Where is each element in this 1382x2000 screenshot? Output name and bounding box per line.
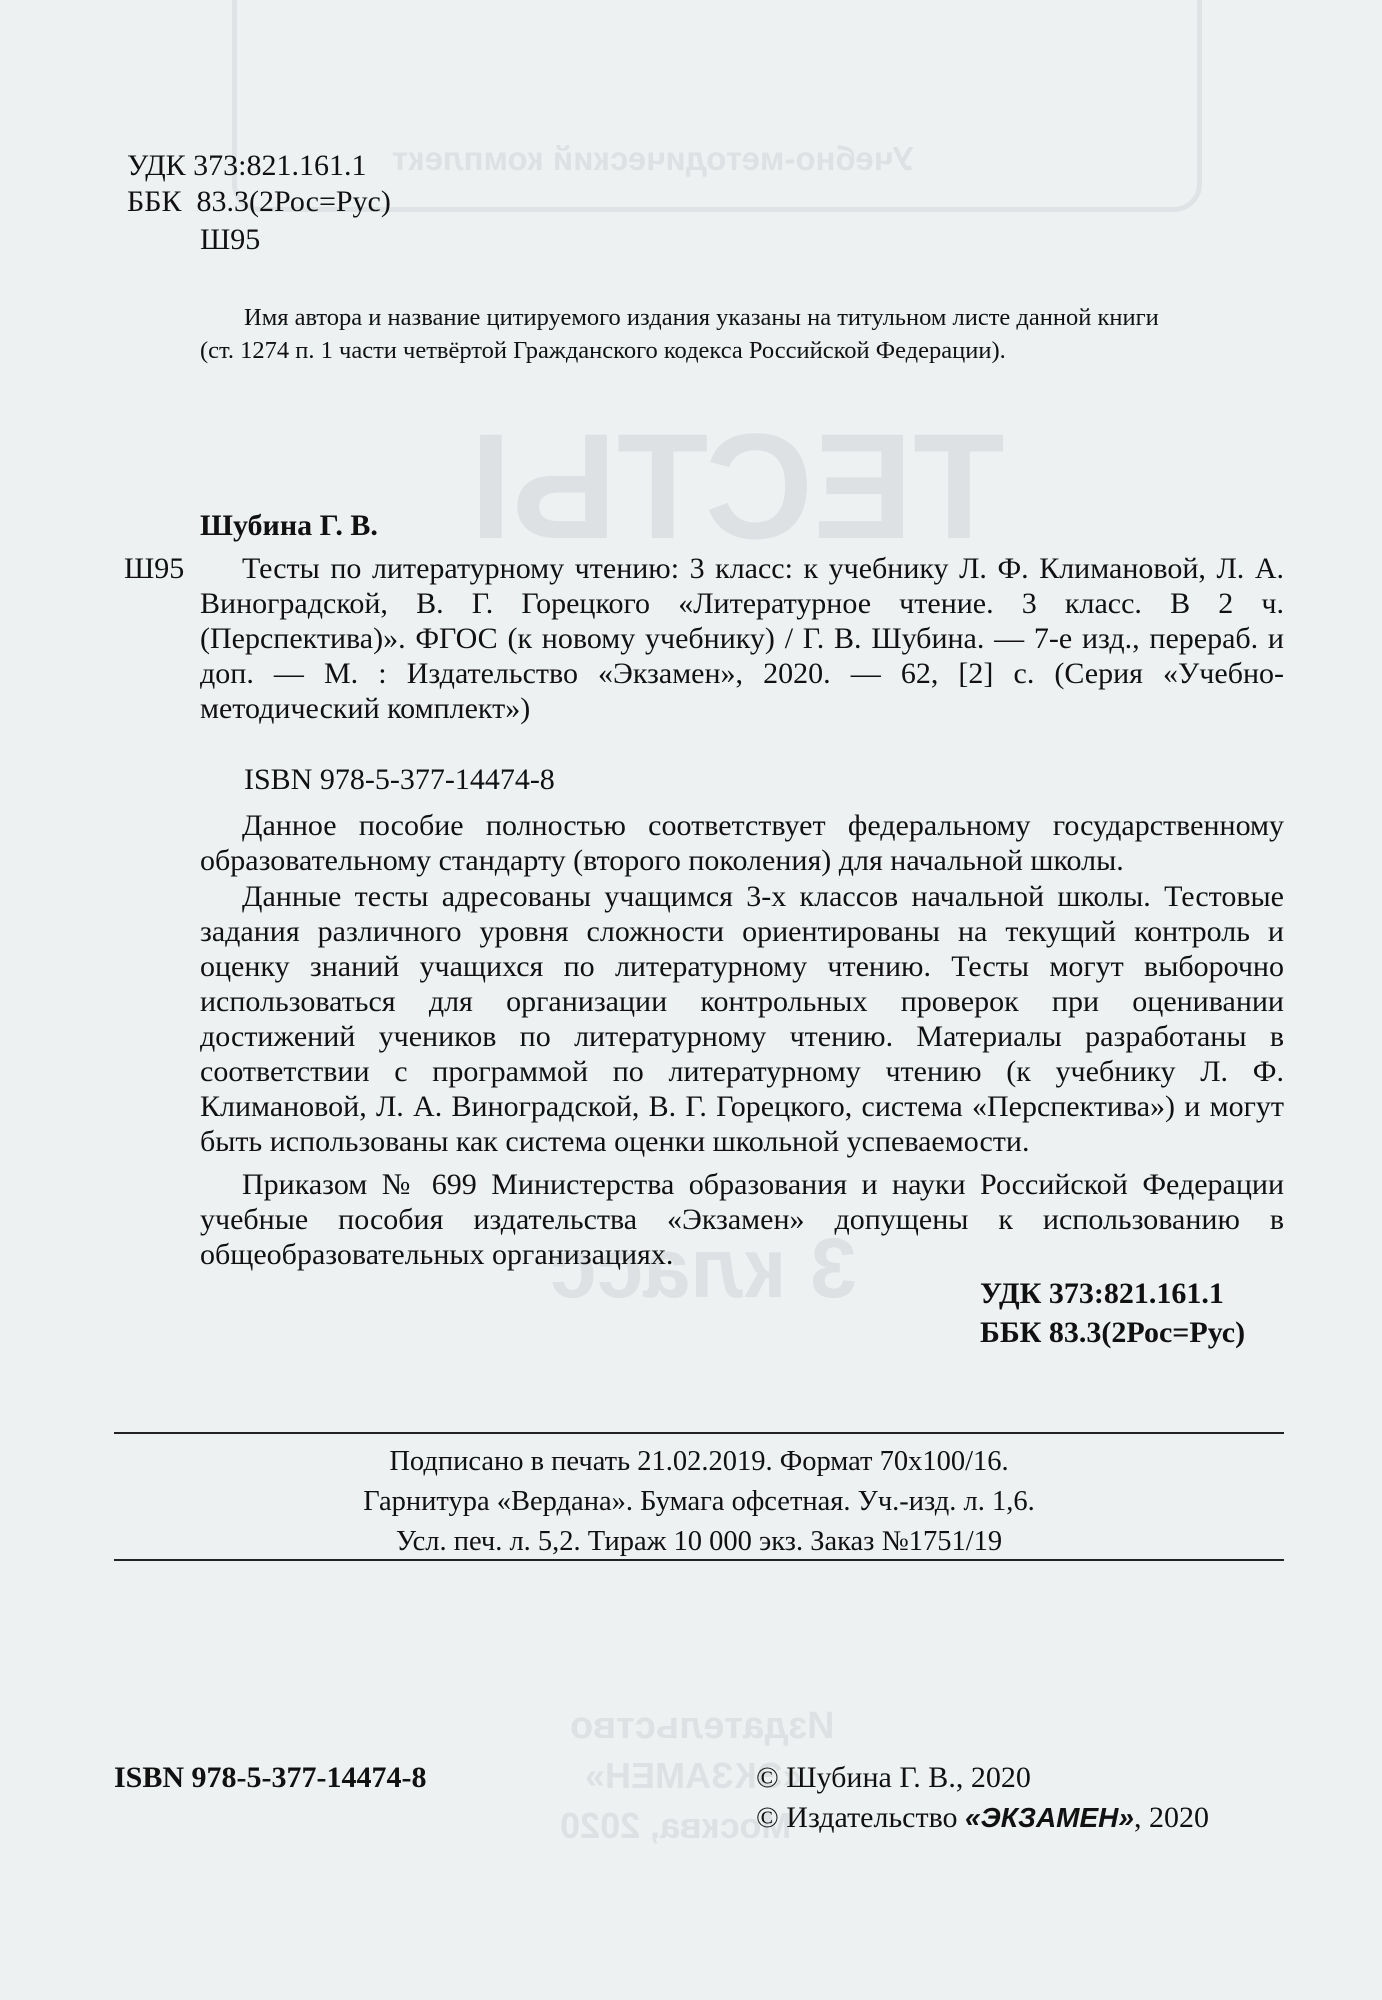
copyright-publisher-prefix: © Издательство xyxy=(756,1801,966,1834)
publisher-brand: «ЭКЗАМЕН» xyxy=(965,1802,1134,1833)
ghost-city-year: Москва, 2020 xyxy=(560,1805,792,1846)
copyright-author: © Шубина Г. В., 2020 xyxy=(756,1761,1031,1794)
annotation-paragraph-3: Приказом № 699 Министерства образования и науки Российской Федерации учебные пособия издательства «Экзамен» допущены к использованию в общеобразовательных организациях. xyxy=(200,1168,1284,1271)
bbk-code-bold: ББК 83.3(2Рос=Рус) xyxy=(980,1316,1246,1349)
imprint-line-1: Подписано в печать 21.02.2019. Формат 70x100/16. xyxy=(389,1446,1009,1477)
ghost-title: ТЕСТЫ xyxy=(470,402,1005,570)
footer-isbn: ISBN 978-5-377-14474-8 xyxy=(114,1761,427,1794)
bibliography-isbn: ISBN 978-5-377-14474-8 xyxy=(244,763,555,796)
bbk-code: ББК 83.3(2Рос=Рус) xyxy=(127,185,391,218)
annotation-paragraph-1: Данное пособие полностью соответствует федеральному государственному образовательному стандарту (второго поколения) для начальной школы. xyxy=(200,809,1284,877)
imprint-rule-top xyxy=(114,1432,1284,1434)
copyright-publisher xyxy=(756,1801,1209,1835)
bibliography-mark: Ш95 xyxy=(124,552,185,585)
copyright-note-line1: Имя автора и название цитируемого издания указаны на титульном листе данной книги xyxy=(244,304,1159,331)
author-mark: Ш95 xyxy=(200,223,261,256)
imprint-rule-bottom xyxy=(114,1559,1284,1561)
ghost-grade: 3 класс xyxy=(550,1221,857,1315)
bibliographic-description: Тесты по литературному чтению: 3 класс: к учебнику Л. Ф. Климановой, Л. А. Виноградской, В. Г. Горецкого «Литературное чтение. 3 класс. В 2 ч. (Перспектива)». ФГОС (к новому учебнику) / Г. В. Шубина. — 7-е изд., перераб. и доп. — М. : Издательство «Экзамен», 2020. — 62, [2] с. (Серия «Учебно-методический комплект») xyxy=(200,552,1284,725)
ghost-series-line: Учебно-методический комплект xyxy=(392,140,914,177)
annotation-paragraph-2: Данные тесты адресованы учащимся 3-х классов начальной школы. Тестовые задания различного уровня сложности ориентированы на текущий контроль и оценку знаний учащихся по литературному чтению. Тесты могут выборочно использоваться для организации контрольных проверок при оценивании достижений учеников по литературному чтению. Материалы разработаны в соответствии с программой по литературному чтению (к учебнику Л. Ф. Климановой, Л. А. Виноградской, В. Г. Горецкого, система «Перспектива») и могут быть использованы как система оценки школьной успеваемости. xyxy=(200,880,1284,1158)
imprint-line-3: Усл. печ. л. 5,2. Тираж 10 000 экз. Заказ №1751/19 xyxy=(395,1526,1003,1557)
imprint-line-2: Гарнитура «Вердана». Бумага офсетная. Уч.-изд. л. 1,6. xyxy=(363,1486,1035,1517)
udk-code: УДК 373:821.161.1 xyxy=(127,149,367,182)
ghost-frame xyxy=(232,0,1202,212)
copyright-publisher-suffix: , 2020 xyxy=(1133,1801,1209,1834)
ghost-publisher-name: «ЭКЗАМЕН» xyxy=(585,1755,803,1796)
udk-code-bold: УДК 373:821.161.1 xyxy=(980,1277,1224,1310)
ghost-publisher: Издательство xyxy=(570,1705,835,1747)
copyright-note-line2: (ст. 1274 п. 1 части четвёртой Гражданского кодекса Российской Федерации). xyxy=(200,337,1006,364)
author-heading: Шубина Г. В. xyxy=(200,509,378,542)
